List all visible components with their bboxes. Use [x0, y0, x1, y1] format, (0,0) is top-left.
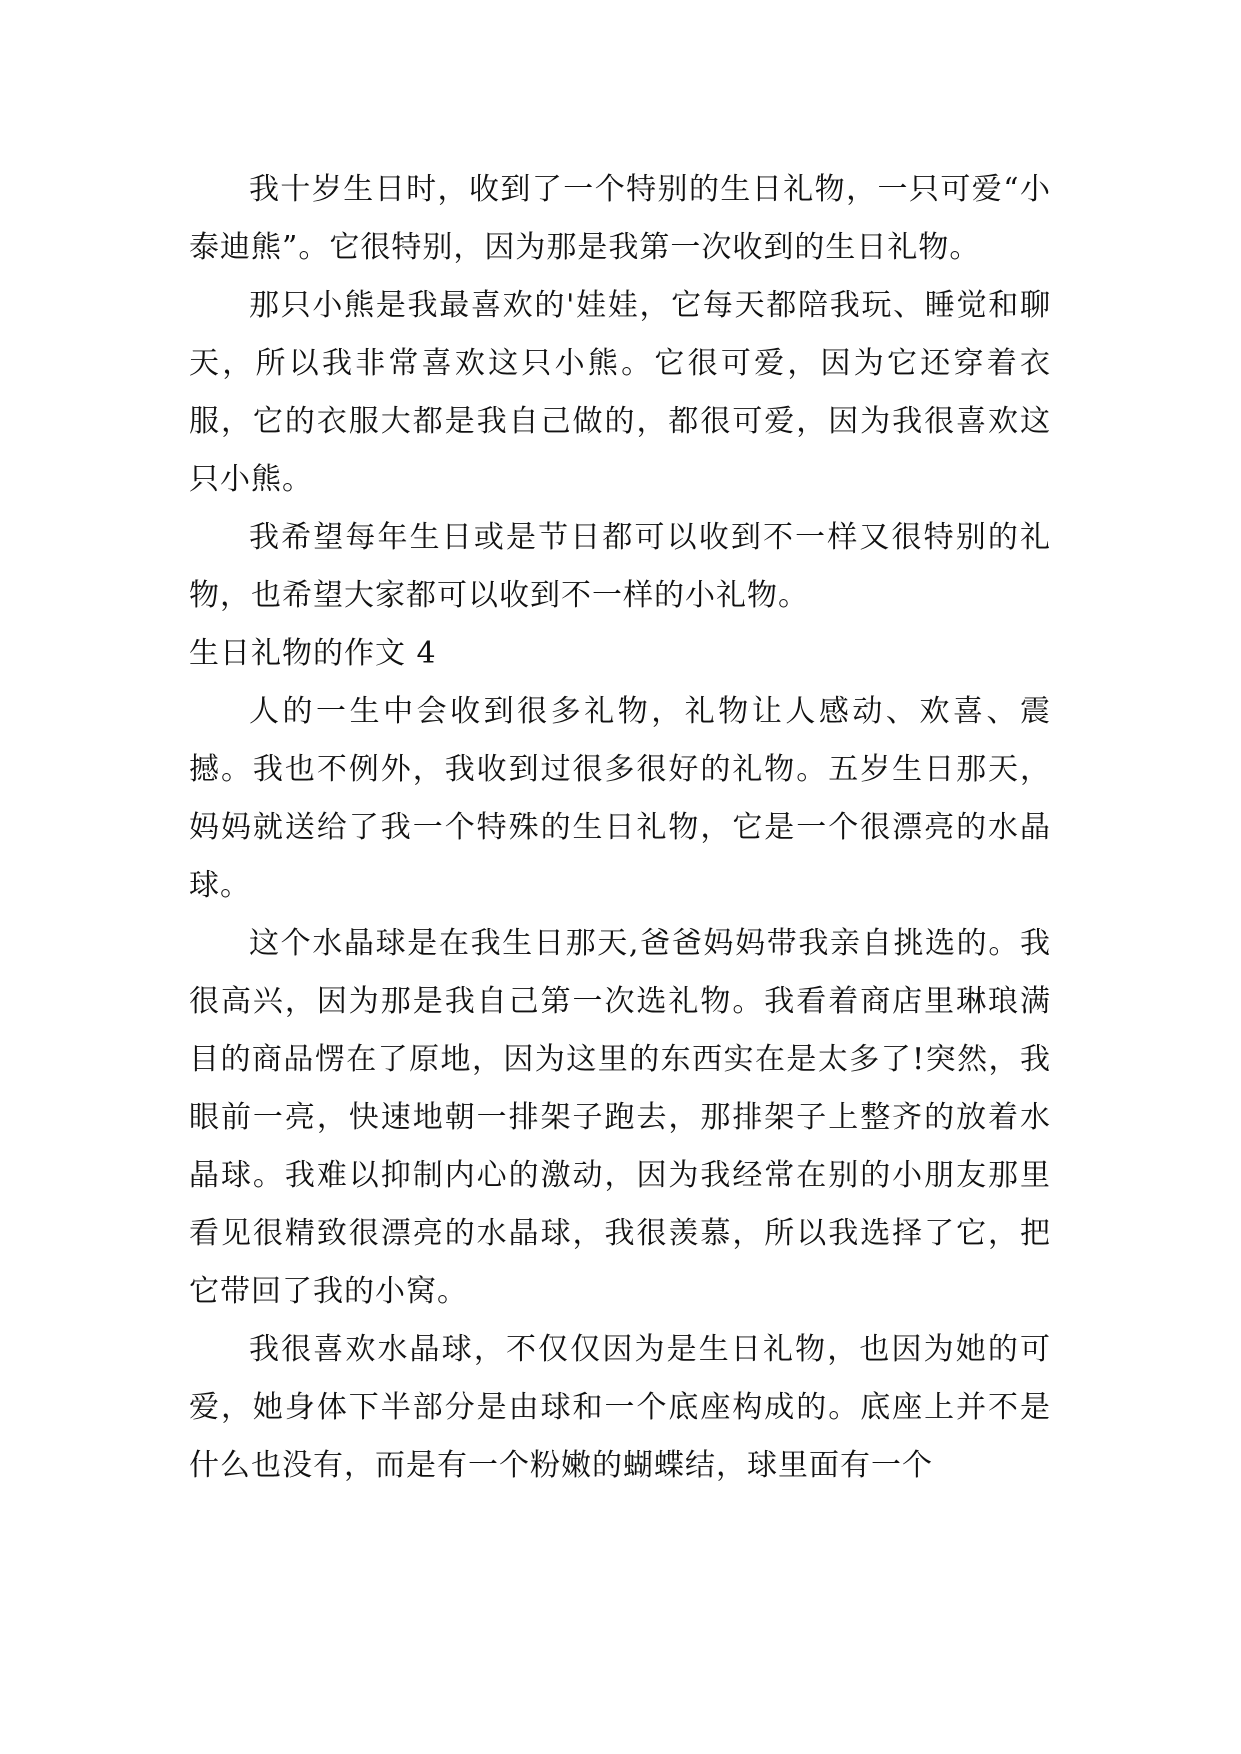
paragraph-birthday-wish: 我希望每年生日或是节日都可以收到不一样又很特别的礼物，也希望大家都可以收到不一样的小礼物。	[189, 520, 1051, 613]
paragraph-crystal-ball-intro: 人的一生中会收到很多礼物，礼物让人感动、欢喜、震撼。我也不例外，我收到过很多很好的礼物。五岁生日那天，妈妈就送给了我一个特殊的生日礼物，它是一个很漂亮的水晶球。	[189, 694, 1051, 903]
paragraph-crystal-ball-selection: 这个水晶球是在我生日那天,爸爸妈妈带我亲自挑选的。我很高兴，因为那是我自己第一次选礼物。我看着商店里琳琅满目的商品愣在了原地，因为这里的东西实在是太多了!突然，我眼前一亮，快速地朝一排架子跑去，那排架子上整齐的放着水晶球。我难以抑制内心的激动，因为我经常在别的小朋友那里看见很精致很漂亮的水晶球，我很羡慕，所以我选择了它，把它带回了我的小窝。	[189, 926, 1051, 1309]
paragraph-teddy-bear-favorite: 那只小熊是我最喜欢的'娃娃，它每天都陪我玩、睡觉和聊天，所以我非常喜欢这只小熊。它很可爱，因为它还穿着衣服，它的衣服大都是我自己做的，都很可爱，因为我很喜欢这只小熊。	[189, 288, 1051, 497]
document-body	[189, 161, 1051, 1495]
paragraph-crystal-ball-description: 我很喜欢水晶球，不仅仅因为是生日礼物，也因为她的可爱，她身体下半部分是由球和一个底座构成的。底座上并不是什么也没有，而是有一个粉嫩的蝴蝶结，球里面有一个	[189, 1332, 1051, 1483]
section-title: 生日礼物的作文 4	[189, 636, 437, 671]
paragraph-teddy-bear-intro: 我十岁生日时，收到了一个特别的生日礼物，一只可爱“小泰迪熊”。它很特别，因为那是我第一次收到的生日礼物。	[189, 172, 1051, 265]
